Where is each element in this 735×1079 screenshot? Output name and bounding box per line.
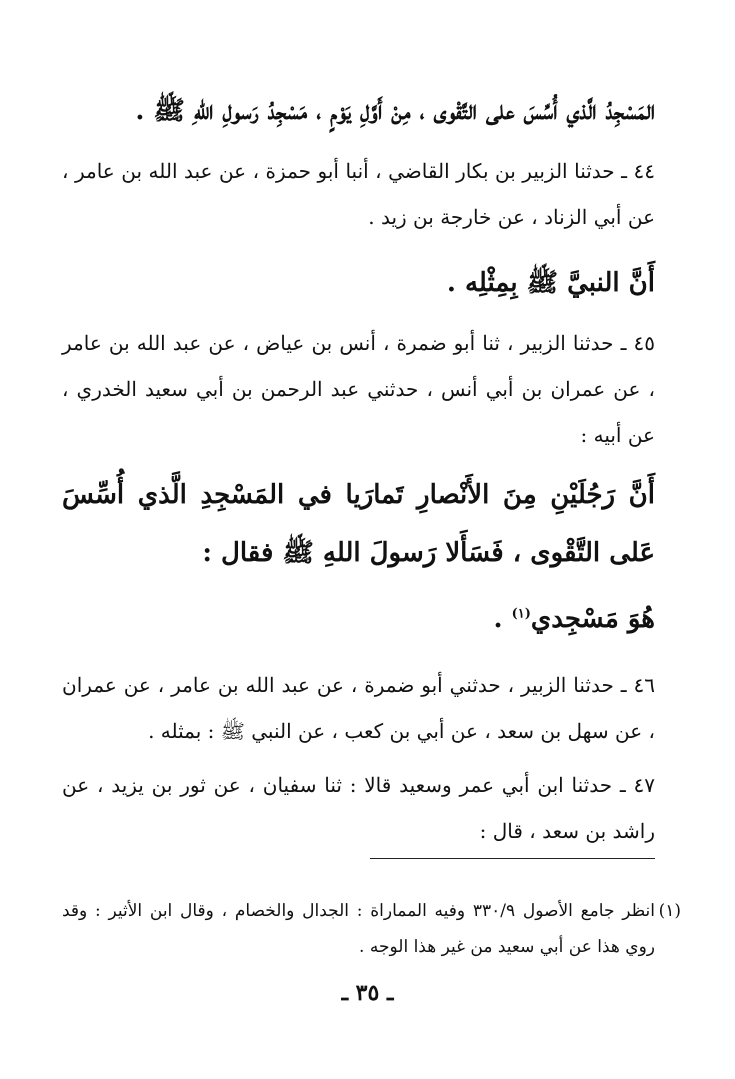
page-number: ـ ٣٥ ـ [341, 980, 394, 1006]
footnote-number: (١) [658, 901, 681, 921]
hadith-text-4-body: هُوَ مَسْجِدي [530, 604, 655, 634]
isnad-45: ٤٥ ـ حدثنا الزبير ، ثنا أبو ضمرة ، أنس بن عياض ، عن عبد الله بن عامر ، عن عمران بن أبي أنس ، حدثني عبد الرحمن بن أبي سعيد الخدري ، عن أبيه : [62, 331, 655, 447]
hadith-text-3: أَنَّ رَجُلَيْنِ مِنَ الأَنْصارِ تَمارَيا في المَسْجِدِ الَّذي أُسِّسَ عَلى التَّقْوى ، فَسَأَلا رَسولَ اللهِ ﷺ فقال : [62, 480, 655, 568]
isnad-44: ٤٤ ـ حدثنا الزبير بن بكار القاضي ، أنبا أبو حمزة ، عن عبد الله بن عامر ، عن أبي الزناد ، عن خارجة بن زيد . [62, 159, 655, 229]
main-text [62, 82, 655, 854]
footnote-ref: (١) [511, 606, 531, 622]
isnad-46: ٤٦ ـ حدثنا الزبير ، حدثني أبو ضمرة ، عن عبد الله بن عامر ، عن عمران ، عن سهل بن سعد ، عن أبي بن كعب ، عن النبي ﷺ : بمثله . [62, 673, 655, 743]
hadith-text-4-end: . [493, 604, 512, 634]
footnote-text: انظر جامع الأصول ٣٣٠/٩ وفيه المماراة : الجدال والخصام ، وقال ابن الأثير : وقد روي هذا عن أبي سعيد من غير هذا الوجه . [62, 901, 655, 957]
hadith-text-1: المَسْجِدُ الَّذي أُسِّسَ على التَّقْوى ، مِنْ أَوَّلِ يَوْمٍ ، مَسْجِدُ رَسولِ اللهِ ﷺ . [135, 96, 655, 126]
footnote [62, 893, 681, 965]
isnad-47: ٤٧ ـ حدثنا ابن أبي عمر وسعيد قالا : ثنا سفيان ، عن ثور بن يزيد ، عن راشد بن سعد ، قال : [62, 773, 655, 843]
footnote-separator [370, 858, 655, 859]
hadith-text-4 [62, 590, 655, 648]
hadith-text-2: أَنَّ النبيَّ ﷺ بِمِثْلِه . [446, 268, 655, 298]
